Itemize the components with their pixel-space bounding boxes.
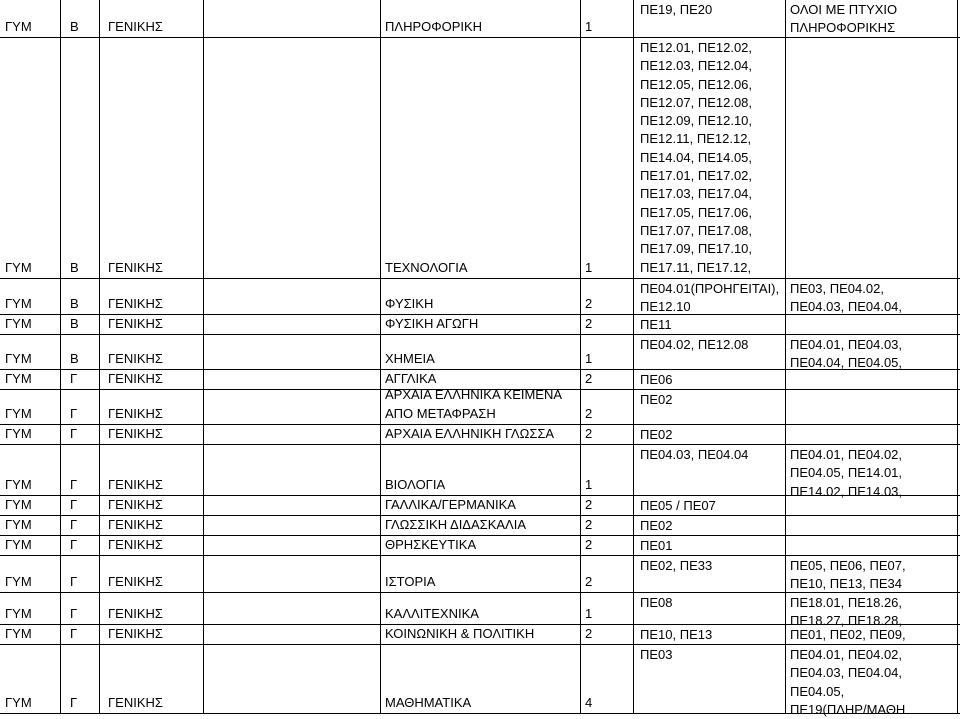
- table-cell-c3: [108, 370, 163, 388]
- cell-line: ΓΕΝΙΚΗΣ: [108, 350, 163, 366]
- cell-line: ΠΕ02, ΠΕ33: [640, 558, 713, 573]
- table-cell-c4: [385, 370, 436, 388]
- table-cell-c5: [585, 295, 592, 313]
- table-cell-c2: [70, 605, 77, 623]
- grid-vline: [60, 0, 61, 714]
- grid-hline: [0, 278, 960, 279]
- table-cell-c1: [5, 18, 32, 36]
- table-cell-c1: [5, 350, 32, 368]
- table-cell-c6: [640, 371, 673, 389]
- table-cell-c1: [5, 496, 32, 514]
- table-cell-c3: [108, 350, 163, 368]
- table-cell-c6: [640, 336, 748, 354]
- table-cell-c7: [790, 446, 902, 501]
- cell-line: ΠΕ03, ΠΕ04.02,: [790, 281, 884, 296]
- table-cell-c3: [108, 295, 163, 313]
- cell-line: Γ: [70, 476, 78, 492]
- cell-line: ΓΥΜ: [5, 625, 32, 641]
- cell-line: ΠΕ12.03, ΠΕ12.04,: [640, 58, 753, 74]
- table-cell-c2: [70, 694, 77, 712]
- table-cell-c5: [585, 625, 592, 643]
- table-cell-c3: [108, 315, 163, 333]
- table-cell-c2: [70, 259, 79, 277]
- cell-line: 2: [585, 496, 593, 512]
- grid-vline: [957, 0, 958, 714]
- table-cell-c5: [585, 605, 592, 623]
- cell-line: ΠΕ12.09, ΠΕ12.10,: [640, 113, 753, 129]
- table-cell-c6: [640, 646, 673, 664]
- cell-line: Γ: [70, 370, 78, 386]
- cell-line: 2: [585, 405, 593, 421]
- grid-vline: [580, 0, 581, 714]
- table-cell-c2: [70, 496, 77, 514]
- cell-line: ΠΕ18.27, ΠΕ18.28,: [790, 613, 903, 629]
- table-cell-c5: [585, 694, 592, 712]
- cell-line: Γ: [70, 625, 78, 641]
- cell-line: ΓΛΩΣΣΙΚΗ ΔΙΔΑΣΚΑΛΙΑ: [385, 516, 527, 532]
- table-cell-c2: [70, 405, 77, 423]
- cell-line: ΓΕΝΙΚΗΣ: [108, 536, 163, 552]
- table-cell-c5: [585, 18, 592, 36]
- cell-line: ΠΕ01, ΠΕ02, ΠΕ09,: [790, 627, 906, 642]
- table-cell-c4: [385, 476, 445, 494]
- table-cell-c2: [70, 350, 79, 368]
- table-cell-c4: [385, 694, 471, 712]
- cell-line: Β: [70, 295, 79, 311]
- cell-line: ΠΕ04.04, ΠΕ04.05,: [790, 355, 903, 371]
- cell-line: 2: [585, 425, 593, 441]
- cell-line: ΠΕ12.07, ΠΕ12.08,: [640, 94, 753, 110]
- cell-line: Γ: [70, 425, 78, 441]
- cell-line: ΟΛΟΙ ΜΕ ΠΤΥΧΙΟ: [790, 2, 898, 17]
- table-cell-c5: [585, 259, 592, 277]
- table-cell-c4: [385, 259, 468, 277]
- cell-line: ΓΥΜ: [5, 573, 32, 589]
- table-cell-c5: [585, 573, 592, 591]
- table-cell-c1: [5, 259, 32, 277]
- cell-line: ΠΕ05 / ΠΕ07: [640, 498, 716, 513]
- cell-line: ΠΕ04.05, ΠΕ14.01,: [790, 465, 903, 481]
- cell-line: ΠΕ04.05,: [790, 683, 845, 699]
- cell-line: ΓΥΜ: [5, 694, 32, 710]
- table-cell-c3: [108, 496, 163, 514]
- table-cell-c6: [640, 517, 673, 535]
- table-cell-c1: [5, 295, 32, 313]
- table-cell-c2: [70, 573, 77, 591]
- table-cell-c1: [5, 405, 32, 423]
- cell-line: 2: [585, 295, 593, 311]
- cell-line: ΓΥΜ: [5, 425, 32, 441]
- table-cell-c3: [108, 516, 163, 534]
- cell-line: 4: [585, 694, 593, 710]
- table-cell-c1: [5, 694, 32, 712]
- cell-line: Γ: [70, 536, 78, 552]
- cell-line: ΓΕΝΙΚΗΣ: [108, 18, 163, 34]
- cell-line: ΓΥΜ: [5, 295, 32, 311]
- cell-line: ΓΕΝΙΚΗΣ: [108, 605, 163, 621]
- cell-line: ΠΛΗΡΟΦΟΡΙΚΗΣ: [790, 20, 896, 36]
- table-cell-c7: [790, 336, 902, 373]
- cell-line: ΓΕΝΙΚΗΣ: [108, 694, 163, 710]
- table-cell-c7: [790, 557, 906, 594]
- cell-line: ΑΡΧΑΙΑ ΕΛΛΗΝΙΚΗ ΓΛΩΣΣΑ: [385, 425, 555, 441]
- cell-line: Γ: [70, 573, 78, 589]
- table-cell-c5: [585, 315, 592, 333]
- table-cell-c4: [385, 295, 433, 313]
- table-cell-c1: [5, 315, 32, 333]
- table-cell-c4: [385, 605, 479, 623]
- table-cell-c2: [70, 370, 77, 388]
- cell-line: Β: [70, 18, 79, 34]
- cell-line: ΓΕΝΙΚΗΣ: [108, 516, 163, 532]
- table-cell-c6: [640, 280, 779, 317]
- table-cell-c6: [640, 626, 712, 644]
- cell-line: ΦΥΣΙΚΗ ΑΓΩΓΗ: [385, 315, 479, 331]
- cell-line: ΓΕΝΙΚΗΣ: [108, 476, 163, 492]
- cell-line: Γ: [70, 694, 78, 710]
- table-cell-c5: [585, 350, 592, 368]
- cell-line: 1: [585, 605, 593, 621]
- cell-line: ΓΕΝΙΚΗΣ: [108, 405, 163, 421]
- table-cell-c2: [70, 425, 77, 443]
- cell-line: ΠΕ14.04, ΠΕ14.05,: [640, 149, 753, 165]
- table-cell-c2: [70, 536, 77, 554]
- cell-line: 2: [585, 370, 593, 386]
- cell-line: ΓΥΜ: [5, 18, 32, 34]
- cell-line: ΓΕΝΙΚΗΣ: [108, 295, 163, 311]
- table-cell-c3: [108, 625, 163, 643]
- table-cell-c7: [790, 626, 906, 644]
- cell-line: ΓΥΜ: [5, 315, 32, 331]
- table-cell-c1: [5, 516, 32, 534]
- cell-line: 2: [585, 536, 593, 552]
- table-cell-c6: [640, 39, 752, 277]
- table-cell-c2: [70, 516, 77, 534]
- table-cell-c1: [5, 425, 32, 443]
- cell-line: 2: [585, 573, 593, 589]
- cell-line: ΤΕΧΝΟΛΟΓΙΑ: [385, 259, 468, 275]
- cell-line: ΓΥΜ: [5, 405, 32, 421]
- table-cell-c2: [70, 295, 79, 313]
- table-cell-c1: [5, 476, 32, 494]
- cell-line: Β: [70, 350, 79, 366]
- cell-line: ΚΟΙΝΩΝΙΚΗ & ΠΟΛΙΤΙΚΗ: [385, 625, 535, 641]
- cell-line: Γ: [70, 496, 78, 512]
- table-cell-c1: [5, 625, 32, 643]
- grid-hline: [0, 555, 960, 556]
- cell-line: ΠΕ02: [640, 518, 673, 533]
- cell-line: ΠΕ05, ΠΕ06, ΠΕ07,: [790, 558, 906, 573]
- cell-line: ΓΥΜ: [5, 536, 32, 552]
- table-cell-c3: [108, 605, 163, 623]
- cell-line: ΠΕ19, ΠΕ20: [640, 2, 713, 17]
- grid-vline: [203, 0, 204, 714]
- cell-line: ΠΕ17.03, ΠΕ17.04,: [640, 186, 753, 202]
- cell-line: ΠΕ10, ΠΕ13, ΠΕ34: [790, 576, 903, 592]
- cell-line: ΠΕ08: [640, 595, 673, 610]
- table-cell-c2: [70, 315, 79, 333]
- table-cell-c2: [70, 476, 77, 494]
- table-cell-c5: [585, 370, 592, 388]
- cell-line: ΠΕ04.01, ΠΕ04.03,: [790, 337, 903, 352]
- cell-line: ΠΕ04.01, ΠΕ04.02,: [790, 647, 903, 662]
- cell-line: ΠΕ11: [640, 317, 672, 332]
- cell-line: ΠΕ04.01(ΠΡΟΗΓΕΙΤΑΙ),: [640, 281, 780, 296]
- cell-line: ΓΥΜ: [5, 605, 32, 621]
- cell-line: ΠΕ04.02, ΠΕ12.08: [640, 337, 749, 352]
- cell-line: ΓΕΝΙΚΗΣ: [108, 425, 163, 441]
- cell-line: 1: [585, 476, 593, 492]
- cell-line: ΘΡΗΣΚΕΥΤΙΚΑ: [385, 536, 477, 552]
- cell-line: ΠΕ06: [640, 372, 673, 387]
- grid-hline: [0, 444, 960, 445]
- cell-line: 2: [585, 516, 593, 532]
- cell-line: ΠΕ17.07, ΠΕ17.08,: [640, 222, 753, 238]
- cell-line: ΓΕΝΙΚΗΣ: [108, 496, 163, 512]
- table-cell-c4: [385, 18, 482, 36]
- cell-line: ΑΓΓΛΙΚΑ: [385, 370, 437, 386]
- cell-line: Γ: [70, 405, 78, 421]
- cell-line: ΠΕ17.05, ΠΕ17.06,: [640, 204, 753, 220]
- cell-line: ΑΠΟ ΜΕΤΑΦΡΑΣΗ: [385, 405, 496, 421]
- table-cell-c2: [70, 18, 79, 36]
- table-cell-c6: [640, 426, 673, 444]
- table-cell-c6: [640, 316, 672, 334]
- cell-line: ΠΕ12.10: [640, 299, 691, 315]
- cell-line: ΧΗΜΕΙΑ: [385, 350, 435, 366]
- cell-line: ΓΕΝΙΚΗΣ: [108, 625, 163, 641]
- cell-line: 2: [585, 625, 593, 641]
- table-cell-c3: [108, 259, 163, 277]
- table-cell-c5: [585, 516, 592, 534]
- table-cell-c6: [640, 557, 712, 575]
- grid-hline: [0, 334, 960, 335]
- table-cell-c2: [70, 625, 77, 643]
- cell-line: ΠΕ17.11, ΠΕ17.12,: [640, 259, 752, 275]
- cell-line: ΓΕΝΙΚΗΣ: [108, 370, 163, 386]
- cell-line: ΓΕΝΙΚΗΣ: [108, 259, 163, 275]
- cell-line: ΒΙΟΛΟΓΙΑ: [385, 476, 446, 492]
- cell-line: Β: [70, 315, 79, 331]
- cell-line: ΠΕ01: [640, 538, 673, 553]
- cell-line: ΠΕ14.02, ΠΕ14.03,: [790, 483, 903, 499]
- table-cell-c5: [585, 536, 592, 554]
- cell-line: ΠΕ04.01, ΠΕ04.02,: [790, 447, 903, 462]
- table-cell-c4: [385, 625, 534, 643]
- cell-line: ΠΕ02: [640, 392, 673, 407]
- cell-line: ΓΕΝΙΚΗΣ: [108, 573, 163, 589]
- table-cell-c3: [108, 405, 163, 423]
- cell-line: ΠΕ04.03, ΠΕ04.04,: [790, 665, 903, 681]
- cell-line: ΠΕ04.03, ΠΕ04.04: [640, 447, 749, 462]
- cell-line: ΓΑΛΛΙΚΑ/ΓΕΡΜΑΝΙΚΑ: [385, 496, 516, 512]
- table-cell-c6: [640, 497, 716, 515]
- cell-line: Γ: [70, 516, 78, 532]
- cell-line: Β: [70, 259, 79, 275]
- table-cell-c3: [108, 694, 163, 712]
- cell-line: ΓΥΜ: [5, 259, 32, 275]
- table-cell-c6: [640, 594, 673, 612]
- table-cell-c4: [385, 386, 562, 423]
- table-cell-c1: [5, 536, 32, 554]
- table-cell-c5: [585, 476, 592, 494]
- table-cell-c5: [585, 405, 592, 423]
- cell-line: ΓΕΝΙΚΗΣ: [108, 315, 163, 331]
- table-cell-c4: [385, 350, 435, 368]
- cell-line: ΠΛΗΡΟΦΟΡΙΚΗ: [385, 18, 483, 34]
- cell-line: ΚΑΛΛΙΤΕΧΝΙΚΑ: [385, 605, 479, 621]
- table-cell-c4: [385, 536, 476, 554]
- table-cell-c7: [790, 280, 902, 317]
- cell-line: ΠΕ03: [640, 647, 673, 662]
- table-cell-c4: [385, 496, 516, 514]
- table-cell-c5: [585, 496, 592, 514]
- table-cell-c1: [5, 573, 32, 591]
- cell-line: ΠΕ12.11, ΠΕ12.12,: [640, 131, 752, 147]
- cell-line: 2: [585, 315, 593, 331]
- table-cell-c6: [640, 537, 673, 555]
- cell-line: ΠΕ10, ΠΕ13: [640, 627, 713, 642]
- cell-line: ΓΥΜ: [5, 370, 32, 386]
- table-cell-c6: [640, 1, 712, 19]
- cell-line: Γ: [70, 605, 78, 621]
- cell-line: ΓΥΜ: [5, 516, 32, 532]
- cell-line: ΠΕ04.03, ΠΕ04.04,: [790, 299, 903, 315]
- table-cell-c4: [385, 516, 526, 534]
- cell-line: ΠΕ17.09, ΠΕ17.10,: [640, 241, 753, 257]
- cell-line: 1: [585, 18, 593, 34]
- table-cell-c3: [108, 573, 163, 591]
- table-cell-c5: [585, 425, 592, 443]
- cell-line: ΠΕ12.01, ΠΕ12.02,: [640, 40, 753, 55]
- cell-line: ΜΑΘΗΜΑΤΙΚΑ: [385, 694, 472, 710]
- cell-line: ΠΕ18.01, ΠΕ18.26,: [790, 595, 903, 610]
- grid-vline: [99, 0, 100, 714]
- cell-line: ΦΥΣΙΚΗ: [385, 295, 434, 311]
- cell-line: 1: [585, 350, 593, 366]
- cell-line: ΠΕ17.01, ΠΕ17.02,: [640, 168, 753, 184]
- table-cell-c6: [640, 446, 748, 464]
- cell-line: ΑΡΧΑΙΑ ΕΛΛΗΝΙΚΑ ΚΕΙΜΕΝΑ: [385, 387, 563, 403]
- table-cell-c7: [790, 1, 897, 38]
- cell-line: ΓΥΜ: [5, 476, 32, 492]
- cell-line: ΓΥΜ: [5, 350, 32, 366]
- cell-line: ΠΕ12.05, ΠΕ12.06,: [640, 76, 753, 92]
- table-cell-c4: [385, 425, 554, 443]
- cell-line: 1: [585, 259, 593, 275]
- table-cell-c1: [5, 370, 32, 388]
- cell-line: ΠΕ02: [640, 427, 673, 442]
- table-cell-c1: [5, 605, 32, 623]
- table-cell-c3: [108, 18, 163, 36]
- cell-line: ΙΣΤΟΡΙΑ: [385, 573, 436, 589]
- grid-vline: [785, 0, 786, 714]
- table-cell-c6: [640, 391, 673, 409]
- table-cell-c4: [385, 315, 478, 333]
- cell-line: ΓΥΜ: [5, 496, 32, 512]
- table-cell-c7: [790, 646, 905, 719]
- grid-vline: [380, 0, 381, 714]
- table-cell-c3: [108, 476, 163, 494]
- cell-line: ΠΕ19(ΠΛΗΡ/ΜΑΘΗ: [790, 701, 906, 717]
- table-cell-c3: [108, 425, 163, 443]
- table-cell-c4: [385, 573, 435, 591]
- grid-vline: [633, 0, 634, 714]
- table-cell-c3: [108, 536, 163, 554]
